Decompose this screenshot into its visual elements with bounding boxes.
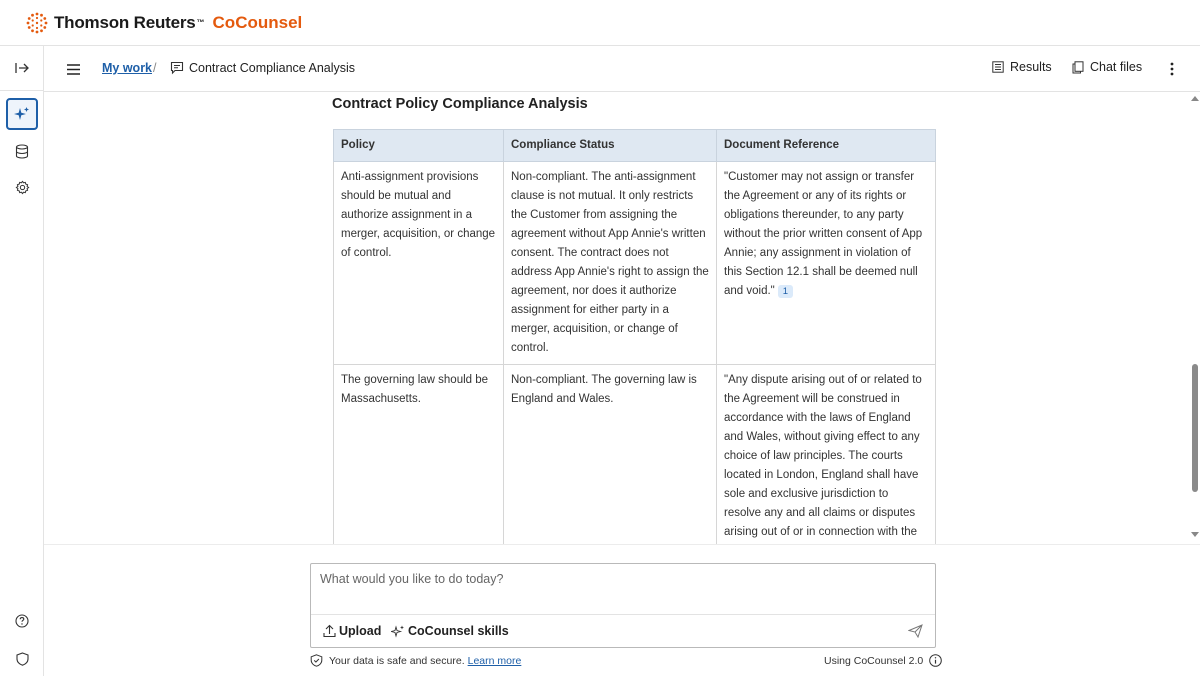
- thomson-reuters-logo: [26, 12, 48, 34]
- info-icon[interactable]: [929, 654, 942, 667]
- table-row: [334, 162, 936, 365]
- expand-arrow-icon: [15, 62, 29, 74]
- brand-name: Thomson Reuters: [54, 12, 196, 32]
- chat-files-button[interactable]: [1072, 60, 1142, 74]
- kebab-menu-icon: [1170, 62, 1174, 76]
- sparkle-skills-icon: [391, 625, 405, 638]
- brand-trademark: ™: [196, 18, 205, 27]
- reference-cell: "Any dispute arising out of or related to the Agreement will be construed in accordance with the laws of England and Wales, without giving effect to any choice of law principles. The courts located in London, England shall have sole and exclusive jurisdiction to resolve any and all claims or disputes arising out of or in connection with the: [717, 365, 936, 545]
- expand-sidebar-button[interactable]: [6, 52, 38, 84]
- document-title: Contract Policy Compliance Analysis: [332, 96, 588, 112]
- chat-icon: [170, 61, 184, 75]
- results-label: Results: [1010, 60, 1052, 74]
- upload-label: Upload: [339, 624, 382, 638]
- brand-bar: [0, 0, 1200, 46]
- assistant-button[interactable]: [6, 98, 38, 130]
- settings-button[interactable]: [6, 171, 38, 203]
- table-row: [334, 365, 936, 545]
- breadcrumb-my-work[interactable]: My work: [102, 61, 153, 75]
- page-header: [44, 46, 1200, 92]
- send-button[interactable]: [908, 624, 923, 643]
- database-button[interactable]: [6, 135, 38, 167]
- shield-check-icon: [310, 654, 323, 667]
- version-text: Using CoCounsel 2.0: [824, 654, 924, 667]
- send-icon: [908, 624, 923, 638]
- version-info: [824, 654, 942, 667]
- secure-text: Your data is safe and secure.: [329, 654, 465, 667]
- help-icon: [15, 614, 29, 628]
- sparkle-assistant-icon: [14, 106, 30, 122]
- scroll-up-arrow-icon[interactable]: [1191, 96, 1199, 101]
- gear-icon: [15, 180, 30, 195]
- results-icon: [992, 61, 1004, 73]
- reference-text: "Customer may not assign or transfer the Agreement or any of its rights or obligations thereunder, to any party without the prior written consent of App Annie; any assignment in violation of this Section 12.1 shall be deemed null and void.": [724, 171, 923, 297]
- privacy-button[interactable]: [6, 643, 38, 675]
- upload-button[interactable]: [323, 624, 381, 638]
- content-scrollbar[interactable]: [1190, 92, 1200, 544]
- policy-cell: Anti-assignment provisions should be mutual and authorize assignment in a merger, acquisition, or change of control.: [334, 162, 504, 365]
- composer-divider: [311, 614, 935, 615]
- citation-badge[interactable]: 1: [778, 285, 793, 298]
- page-title: Contract Compliance Analysis: [189, 61, 356, 75]
- column-header: Compliance Status: [504, 130, 717, 162]
- column-header: Document Reference: [717, 130, 936, 162]
- results-button[interactable]: [992, 60, 1052, 74]
- prompt-input[interactable]: [320, 572, 920, 586]
- shield-icon: [16, 652, 29, 666]
- hamburger-menu-icon: [67, 64, 80, 75]
- files-icon: [1072, 61, 1084, 74]
- menu-button[interactable]: [65, 60, 81, 78]
- learn-more-link[interactable]: Learn more: [467, 654, 522, 667]
- database-icon: [15, 144, 29, 159]
- scrollbar-thumb[interactable]: [1192, 364, 1198, 492]
- skills-label: CoCounsel skills: [408, 624, 509, 638]
- security-note: [310, 654, 521, 667]
- status-cell: Non-compliant. The anti-assignment clause is not mutual. It only restricts the Customer from assigning the agreement without App Annie's written consent. The contract does not address App Annie's right to assign the agreement, nor does it authorize assignment for either party in a merger, acquisition, or change of control.: [504, 162, 717, 365]
- main-content: [44, 92, 1190, 544]
- cocounsel-skills-button[interactable]: [391, 624, 509, 638]
- composer-area: [44, 544, 1200, 676]
- chat-files-label: Chat files: [1090, 60, 1143, 74]
- left-rail: [0, 46, 44, 676]
- status-cell: Non-compliant. The governing law is England and Wales.: [504, 365, 717, 545]
- rail-divider: [0, 90, 44, 91]
- policy-cell: The governing law should be Massachusetts.: [334, 365, 504, 545]
- compliance-table: [333, 129, 936, 544]
- help-button[interactable]: [6, 605, 38, 637]
- scroll-down-arrow-icon[interactable]: [1191, 532, 1199, 537]
- more-options-button[interactable]: [1166, 60, 1178, 78]
- column-header: Policy: [334, 130, 504, 162]
- composer-box: [310, 563, 936, 648]
- breadcrumb-separator: /: [153, 61, 157, 75]
- upload-icon: [323, 624, 336, 638]
- reference-cell: [717, 162, 936, 365]
- product-name: CoCounsel: [212, 12, 303, 32]
